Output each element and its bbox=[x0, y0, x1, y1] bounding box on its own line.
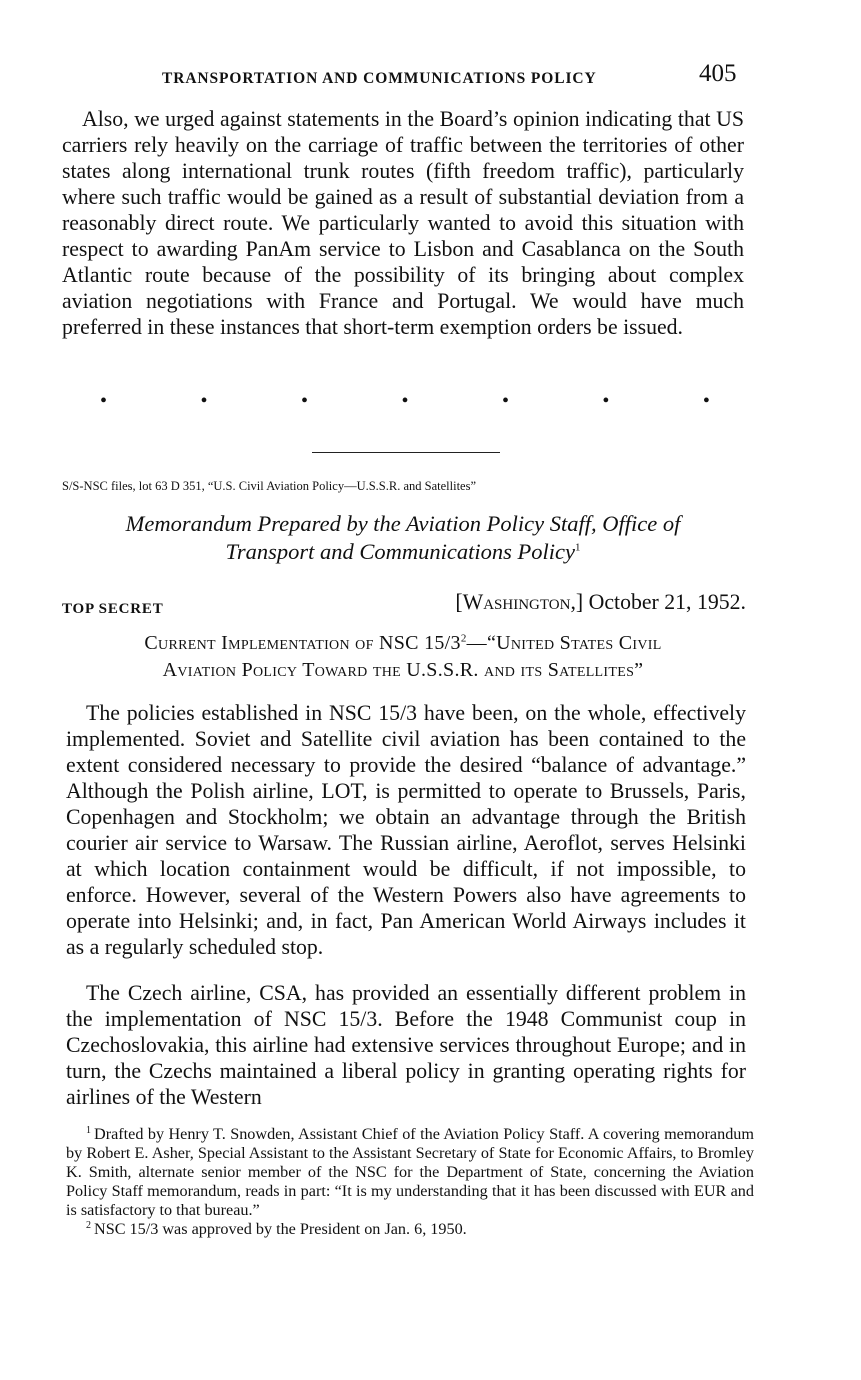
paragraph-1: Also, we urged against statements in the Board’s opinion indicating that US carriers rely heavily on the carriage of traffic between the territories of other states along international trunk routes (fifth freedom traffic), particularly where such traffic would be gained as a result of substantial deviation from a reasonably direct route. We particularly wanted to avoid this situation with respect to awarding PanAm service to Lisbon and Casablanca on the South Atlantic route because of the possibility of its bringing about complex aviation negotiations with France and Portugal. We would have much preferred in these instances that short-term exemption orders be issued. bbox=[62, 107, 744, 339]
document-title-prefix: Current Implementation of NSC 15/3 bbox=[144, 632, 461, 654]
footnotes bbox=[66, 1125, 754, 1239]
footnote-1-text: Drafted by Henry T. Snowden, Assistant Chief of the Aviation Policy Staff. A covering memorandum by Robert E. Asher, Special Assistant to the Assistant Secretary of State for Economic Affairs, to Bromley K. Smith, alternate senior member of the NSC for the Department of State, concerning the Aviation Policy Staff memorandum, reads in part: “It is my understanding that it has been discussed with EUR and is satisfactory to that bureau.” bbox=[66, 1125, 754, 1219]
footnote-2 bbox=[66, 1220, 754, 1239]
ellipsis-dot: • bbox=[702, 390, 710, 412]
footnote-2-text: NSC 15/3 was approved by the President on Jan. 6, 1950. bbox=[94, 1220, 467, 1238]
footnote-1-mark: 1 bbox=[86, 1124, 91, 1136]
dateline: [Washington,] October 21, 1952. bbox=[455, 590, 746, 614]
ellipsis-separator bbox=[100, 390, 710, 413]
paragraph-3: The Czech airline, CSA, has provided an essentially different problem in the implementation of NSC 15/3. Before the 1948 Communist coup in Czechoslovakia, this airline had extensive services throughout Europe; and in turn, the Czechs maintained a liberal policy in granting operating rights for airlines of the Western bbox=[66, 981, 746, 1109]
ellipsis-dot: • bbox=[300, 390, 308, 412]
section-divider bbox=[312, 452, 500, 453]
ellipsis-dot: • bbox=[200, 390, 208, 412]
ellipsis-dot: • bbox=[501, 390, 509, 412]
footnote-ref-2: 2 bbox=[460, 632, 467, 645]
page-number: 405 bbox=[699, 60, 737, 87]
dateline-date: October 21, 1952. bbox=[583, 590, 746, 614]
document-title-suffix: —“United States Civil bbox=[466, 632, 662, 654]
memo-title-line-1: Memorandum Prepared by the Aviation Policy Staff, Office of bbox=[125, 511, 681, 536]
paragraph-2: The policies established in NSC 15/3 have been, on the whole, effectively implemented. Soviet and Satellite civil aviation has been contained to the extent considered necessary to provide the desired “balance of advantage.” Although the Polish airline, LOT, is permitted to operate to Brussels, Paris, Copenhagen and Stockholm; we obtain an advantage through the British courier air service to Warsaw. The Russian airline, Aeroflot, serves Helsinki at which location containment would be difficult, if not impossible, to enforce. However, several of the Western Powers also have agreements to operate into Helsinki; and, in fact, Pan American World Airways includes it as a regularly scheduled stop. bbox=[66, 701, 746, 959]
document-title-line-1 bbox=[62, 630, 744, 657]
document-title bbox=[62, 630, 744, 684]
ellipsis-dot: • bbox=[100, 390, 108, 412]
dateline-place: Washington, bbox=[462, 590, 576, 614]
ellipsis-dot: • bbox=[602, 390, 610, 412]
memo-title-line-2-wrapper bbox=[62, 538, 744, 566]
footnote-ref-1: 1 bbox=[574, 541, 581, 554]
document-title-line-2: Aviation Policy Toward the U.S.S.R. and its Satellites” bbox=[162, 659, 644, 681]
ellipsis-dot: • bbox=[401, 390, 409, 412]
source-note: S/S-NSC files, lot 63 D 351, “U.S. Civil Aviation Policy—U.S.S.R. and Satellites” bbox=[62, 479, 477, 493]
running-head: TRANSPORTATION AND COMMUNICATIONS POLICY bbox=[162, 70, 597, 87]
footnote-1 bbox=[66, 1125, 754, 1220]
memo-title bbox=[62, 510, 744, 566]
memo-title-line-2: Transport and Communications Policy bbox=[225, 539, 575, 564]
footnote-2-mark: 2 bbox=[86, 1219, 91, 1231]
classification-label: TOP SECRET bbox=[62, 601, 164, 617]
